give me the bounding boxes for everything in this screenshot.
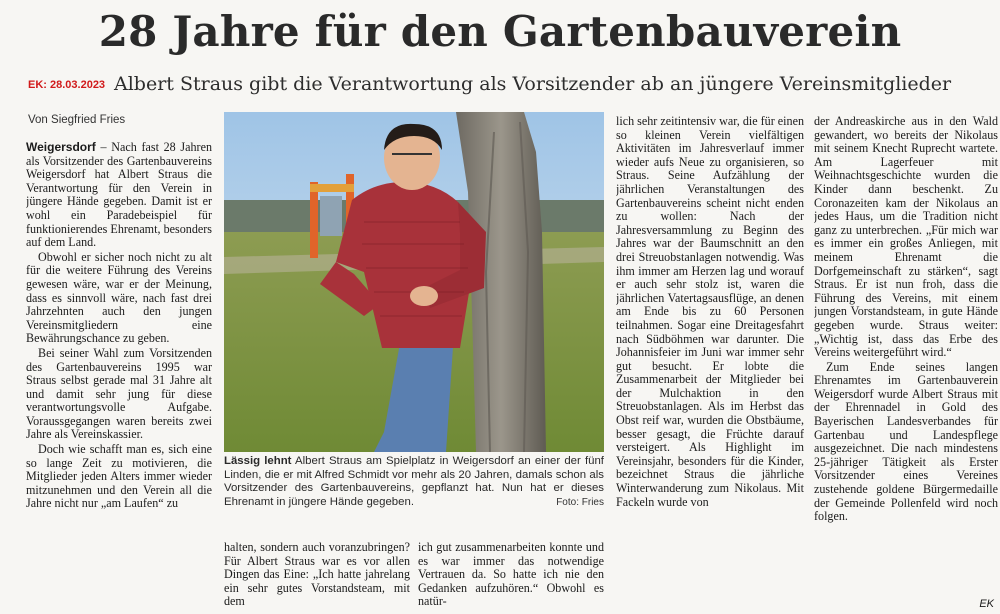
article-photo xyxy=(224,112,604,452)
caption-text: Albert Straus am Spielplatz in Weigersdorf an einer der fünf Linden, die er mit Alfred Schmidt vor mehr als 20 Jahren, damals schon als Vorsitzender des Gartenbauvereins, gepflanzt hat. Nun hat er dieses Ehrenamt in jüngere Hände gegeben. xyxy=(224,455,604,508)
paragraph-8: der Andreaskirche aus in den Wald gewandert, wo bereits der Nikolaus mit seinem Knecht Ruprecht wartete. Am Lagerfeuer mit Weihnachtsgeschichte wurden die Kinder dann beschenkt. Zu Coronazeiten kam der Nikolaus an jedes Haus, um die Tradition nicht ganz zu unterbrechen. „Für mich war es immer ein großes Anliegen, mit meinem Ehrenamt die Dorfgemeinschaft zu stärken“, sagt Straus. Er ist nun froh, dass die Führung des Vereins, mit einem jungen Vorstandsteam, in gute Hände gegeben wurde. Straus weiter: „Wichtig ist, dass das Erbe des Vereins weitergeführt wird.“ xyxy=(814,115,998,360)
subheadline: Albert Straus gibt die Verantwortung als Vorsitzender ab an jüngere Vereinsmitglieder xyxy=(114,73,952,95)
headline: 28 Jahre für den Gartenbauverein xyxy=(98,7,902,56)
article-column-2 xyxy=(224,541,410,613)
author-signature: EK xyxy=(979,598,994,610)
byline: Von Siegfried Fries xyxy=(28,114,126,126)
photo-portrait-image xyxy=(224,112,604,452)
photo-credit: Foto: Fries xyxy=(556,496,604,508)
article-column-3 xyxy=(418,541,604,613)
paragraph-3: Bei seiner Wahl zum Vorsitzenden des Gartenbauvereins 1995 war Straus selbst gerade mal 31 Jahre alt und damit sehr jung für diese verantwortungsvolle Aufgabe. Voraussgegangen waren bereits zwei Jahre als Vereinskassier. xyxy=(26,345,212,442)
article-column-5 xyxy=(814,115,998,613)
paragraph-2: Obwohl er sicher noch nicht zu alt für die weitere Führung des Vereins gewesen wäre, war er der Meinung, dass es sinnvoll wäre, nach fast drei Jahrzehnten auch den jungen Vereinsmitgliedern eine Bewährungschance zu geben. xyxy=(26,249,212,346)
article-column-1 xyxy=(26,141,212,611)
caption-lead: Lässig lehnt xyxy=(224,455,292,467)
edition-date-tag: EK: 28.03.2023 xyxy=(28,79,106,91)
paragraph-1: – Nach fast 28 Jahren als Vorsitzender des Gartenbauvereins Weigersdorf hat Albert Straus die Verantwortung für den Verein in jüngere Hände gegeben. Damit ist er wohl ein Paradebeispiel für funktionierendes Ehrenamt, besonders auf dem Land. xyxy=(26,141,212,250)
article-column-4 xyxy=(616,115,804,613)
paragraph-7: lich sehr zeitintensiv war, die für einen so kleinen Verein vielfältigen Aktivitäten im Jahresverlauf immer wieder aufs Neue zu organisieren, so Straus. Seine Aufzählung der jährlichen Veranstaltungen des Gartenbauvereins scheint nicht enden zu wollen: Nach der Jahresversammlung zu Beginn des Jahres war der Baumschnitt an den drei Streuobstanlagen notwendig. Was ihm immer am Herzen lag und worauf er auch sehr stolz ist, waren die jährlichen Vatertagsausflüge, an denen am Ende bis zu 60 Personen teilnahmen. Sogar eine Dreitagesfahrt nach Südböhmen war darunter. Die Johannisfeier im Juni war immer sehr gut besucht. Er lobte die Zusammenarbeit der Mitglieder bei der Mulchaktion in den Streuobstanlagen. Als im Herbst das Obst reif war, wurden die Obstbäume, besser gesagt, die Früchte darauf versteigert. Als Highlight im Vereinsjahr, besonders für die Kinder, bezeichnet Straus die jährliche Winterwanderung zum Nikolaus. Mit Fackeln wurde von xyxy=(616,115,804,509)
paragraph-4: Doch wie schafft man es, sich eine so lange Zeit zu motivieren, die Mitglieder jeden Alters immer wieder mitzunehmen und den Verein all die Jahre nicht nur „am Laufen“ zu xyxy=(26,442,212,511)
paragraph-9: Zum Ende seines langen Ehrenamtes im Gartenbauverein Weigersdorf wurde Albert Straus mit der Ehrennadel in Gold des Bayerischen Landesverbandes für Gartenbau und Landespflege ausgezeichnet. Die nach mindestens 25-jähriger Tätigkeit als Erster Vorsitzender eines Vereines zustehende goldene Bürgermedaille der Gemeinde Pollenfeld wird noch folgen. xyxy=(814,359,998,524)
paragraph-6: ich gut zusammenarbeiten konnte und es war immer das notwendige Vertrauen da. So hatte ich nie den Gedanken aufzuhören.“ Obwohl es natür- xyxy=(418,541,604,609)
paragraph-5: halten, sondern auch voranzubringen? Für Albert Straus war es vor allen Dingen das Eine: „Ich hatte jahrelang ein sehr gutes Vorstandsteam, mit dem xyxy=(224,541,410,609)
photo-caption xyxy=(224,455,604,519)
dateline: Weigersdorf xyxy=(26,141,96,154)
